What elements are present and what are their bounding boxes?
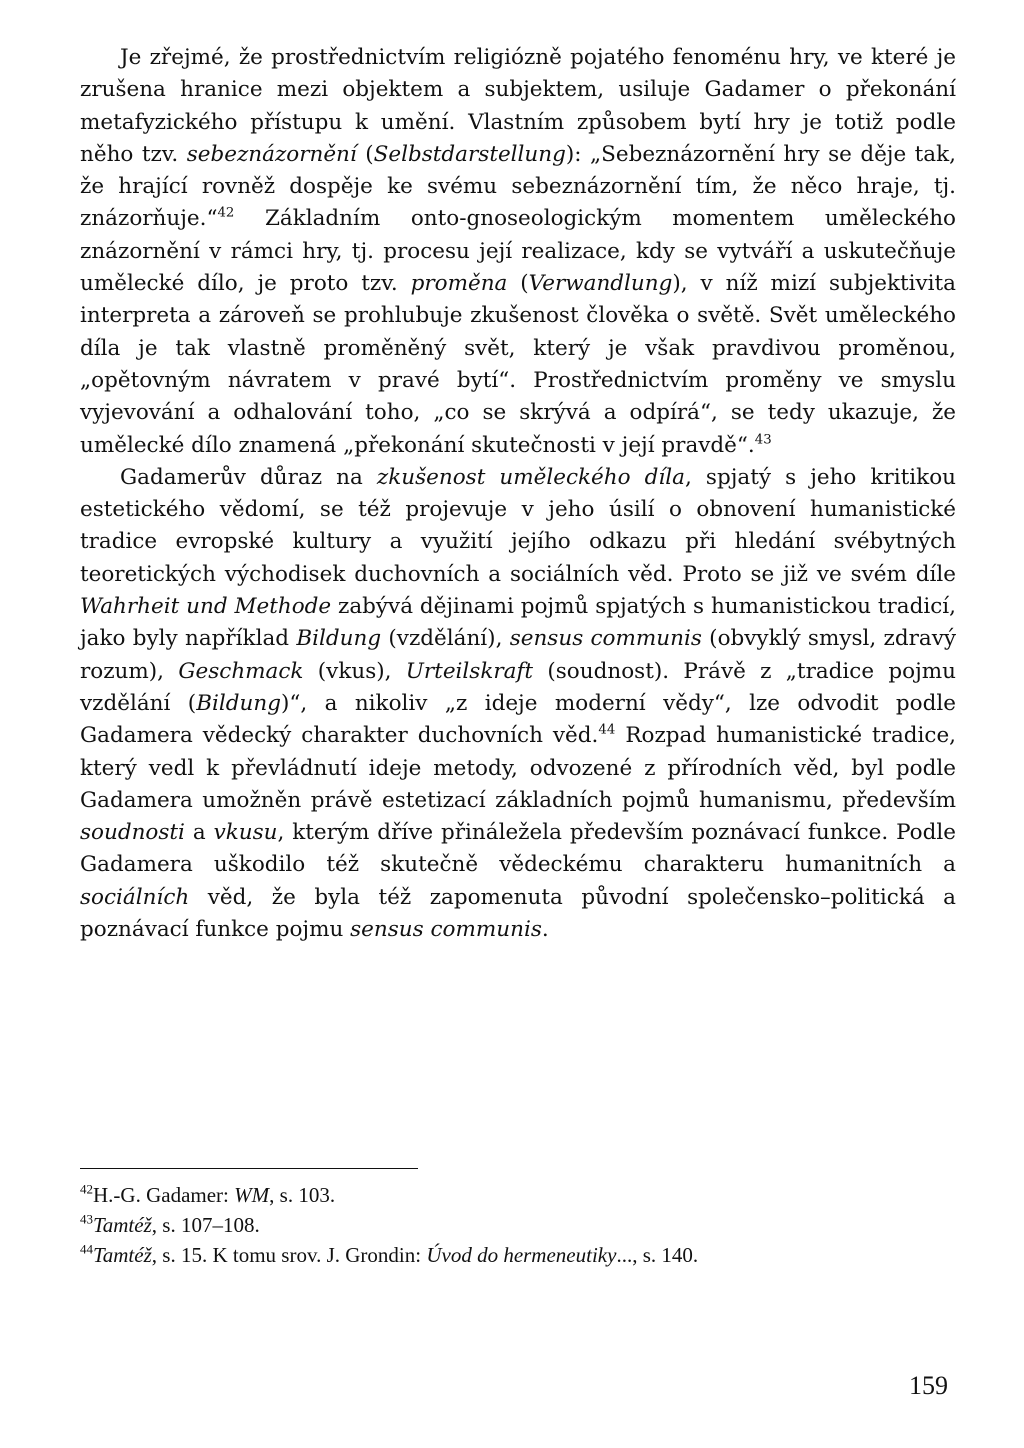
term-sensus-communis-2: sensus communis xyxy=(350,917,542,943)
term-vkusu: vkusu xyxy=(213,820,278,846)
term-promena: proměna xyxy=(410,271,508,297)
paragraph-2: Gadamerův důraz na zkušenost uměleckého díla, spjatý s jeho kritikou estetického vědomí, se též projevuje v jeho úsilí o obnovení humanistické tradice evropské kultury a využití jejího odkazu při hledání svébytných teoretických východisek duchovních a sociálních věd. Proto se již ve svém díle Wahrheit und Methode zabývá dějinami pojmů spjatých s humanistickou tradicí, jako byly například Bildung (vzdělání), sensus communis (obvyklý smysl, zdravý rozum), Geschmack (vkus), Urteilskraft (soudnost). Právě z „tradice pojmu vzdělání (Bildung)“, a nikoliv „z ideje moderní vědy“, lze odvodit podle Gadamera vědecký charakter duchovních věd.$^{44}$ Rozpad humanistické tradice, který vedl k převládnutí ideje metody, odvozené z přírodních věd, byl podle Gadamera umožněn právě estetizací základních pojmů humanismu, především soudnosti a vkusu, kterým dříve přináležela především poznávací funkce. Podle Gadamera uškodilo též skutečně vědeckému charakteru humanitních a sociálních věd, že byla též zapomenuta původní společensko–politická a poznávací funkce pojmu sensus communis. xyxy=(80,464,957,943)
book-page xyxy=(80,42,956,1422)
term-verwandlung: Verwandlung xyxy=(528,271,673,297)
footnote-42: $^{42}$H.-G. Gadamer: WM, s. 103. xyxy=(80,1181,336,1207)
footnote-number: 42 xyxy=(80,1181,94,1197)
footnote-ref-42: 42 xyxy=(217,205,235,221)
page-number: 159 xyxy=(909,1371,948,1400)
term-soudnosti: soudnosti xyxy=(80,820,185,846)
term-wahrheit-und-methode: Wahrheit und Methode xyxy=(80,594,332,620)
footnote-number: 44 xyxy=(80,1241,94,1257)
term-sebeznazorneni: sebeznázornění xyxy=(186,141,357,167)
term-socialnich: sociálních xyxy=(80,884,190,910)
footnote-number: 43 xyxy=(80,1211,94,1227)
footnote-divider xyxy=(80,1168,418,1169)
term-zkusenost: zkušenost uměleckého díla xyxy=(376,464,685,490)
footnote-ref-44: 44 xyxy=(598,722,616,738)
footnote-ref-43: 43 xyxy=(754,431,772,447)
footnotes xyxy=(80,1180,956,1270)
term-geschmack: Geschmack xyxy=(178,658,304,684)
term-sensus-communis: sensus communis xyxy=(509,626,702,652)
paragraph-1: Je zřejmé, že prostřednictvím religiózně pojatého fenoménu hry, ve které je zrušena hranice mezi objektem a subjektem, usiluje Gadamer o překonání metafyzického přístupu k umění. Vlastním způsobem bytí hry je totiž podle něho tzv. sebeznázornění (Selbstdarstellung): „Sebeznázornění hry se děje tak, že hrající rovněž dospěje ke svému sebeznázornění tím, že něco hraje, tj. znázorňuje.“$^{42}$ Základním onto-gnoseologickým momentem uměleckého znázornění v rámci hry, tj. procesu její realizace, kdy se vytváří a uskutečňuje umělecké dílo, je proto tzv. proměna (Verwandlung), v níž mizí subjektivita interpreta a zároveň se prohlubuje zkušenost člověka o světě. Svět uměleckého díla je tak vlastně proměněný svět, který je však pravdivou proměnou, „opětovným návratem v pravé bytí“. Prostřednictvím proměny ve smyslu vyjevování a odhalování toho, „co se skrývá a odpírá“, se tedy ukazuje, že umělecké dílo znamená „překonání skutečnosti v její pravdě“.$^{43}$ xyxy=(80,45,957,458)
term-bildung: Bildung xyxy=(296,626,382,652)
footnote-43: $^{43}$Tamtéž, s. 107–108. xyxy=(80,1211,260,1237)
term-bildung-2: Bildung xyxy=(196,690,281,716)
term-selbstdarstellung: Selbstdarstellung xyxy=(373,141,566,167)
term-urteilskraft: Urteilskraft xyxy=(405,658,534,684)
footnote-44: $^{44}$Tamtéž, s. 15. K tomu srov. J. Grondin: Úvod do hermeneutiky..., s. 140. xyxy=(80,1241,699,1267)
